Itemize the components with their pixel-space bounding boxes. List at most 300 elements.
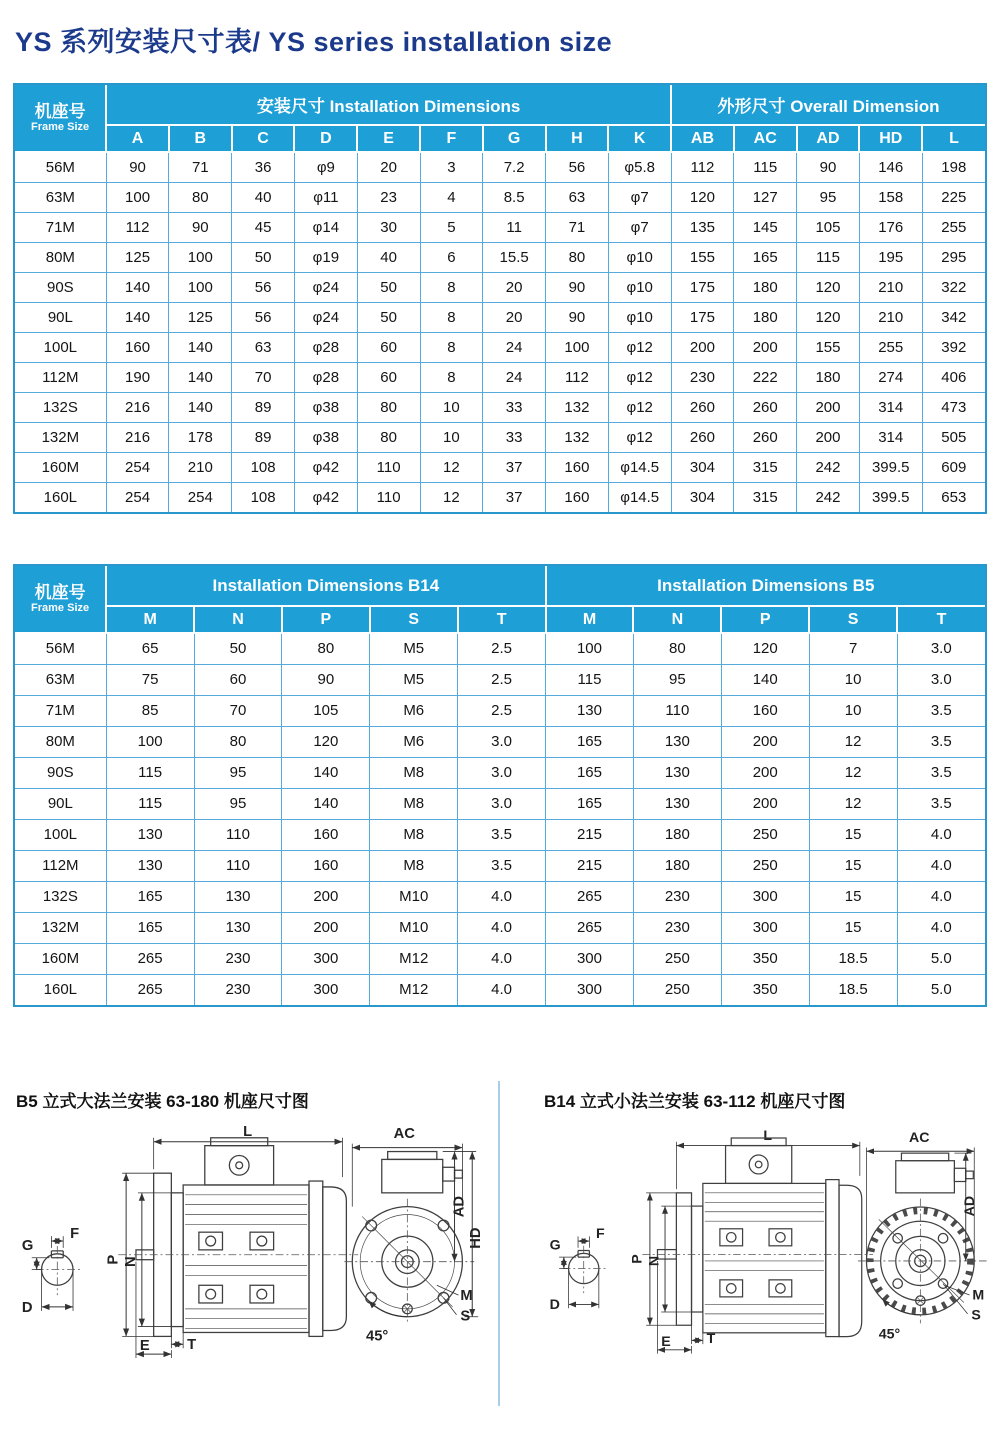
dim-label-AC: AC [393,1125,415,1142]
dimension-cell: 165 [734,242,797,272]
dimension-cell: 314 [859,422,922,452]
dimension-cell: 90 [797,152,860,182]
dimension-cell: 130 [194,881,282,912]
dimension-cell: 274 [859,362,922,392]
dimension-cell: 3.5 [458,819,546,850]
table-row [15,242,985,272]
col-header-b5-T: T [897,606,985,633]
dimension-cell: 10 [420,422,483,452]
col-header-b14-P: P [282,606,370,633]
dimension-cell: 2.5 [458,633,546,664]
dim-label-AD: AD [962,1195,979,1217]
dimension-cell: 4.0 [897,819,985,850]
frame-size-cell: 90L [15,302,106,332]
dimension-cell: 132 [546,392,609,422]
dimension-cell: 15 [809,912,897,943]
dimension-cell: 20 [483,302,546,332]
group-header-overall-dimension: 外形尺寸 Overall Dimension [671,85,985,125]
dimension-cell: φ12 [608,422,671,452]
dim-label-F: F [70,1226,80,1243]
col-header-AB: AB [671,125,734,152]
dimension-cell: φ24 [294,272,357,302]
col-header-b5-N: N [633,606,721,633]
dimension-cell: 20 [357,152,420,182]
frame-size-cell: 71M [15,212,106,242]
table-1-body [15,152,985,512]
dimension-cell: M8 [370,757,458,788]
table-row [15,819,985,850]
dimension-cell: 130 [106,850,194,881]
dimension-cell: 200 [797,392,860,422]
dimension-cell: 40 [232,182,295,212]
dimension-cell: 300 [721,912,809,943]
col-header-D: D [294,125,357,152]
dimension-cell: 5.0 [897,943,985,974]
dimension-cell: 90 [169,212,232,242]
dimension-cell: 322 [922,272,985,302]
dimension-cell: 10 [420,392,483,422]
dimension-cell: 63 [546,182,609,212]
dimension-cell: 90 [282,664,370,695]
dimension-cell: 255 [859,332,922,362]
dim-label-P: P [629,1254,646,1264]
page-title: YS 系列安装尺寸表/ YS series installation size [15,27,613,57]
dimension-cell: 120 [671,182,734,212]
dimension-cell: 399.5 [859,452,922,482]
dimension-cell: M10 [370,881,458,912]
dimension-cell: 160 [721,695,809,726]
dimension-cell: φ19 [294,242,357,272]
col-header-HD: HD [859,125,922,152]
col-header-F: F [420,125,483,152]
frame-size-cell: 160M [15,943,106,974]
dimension-cell: 304 [671,482,734,512]
dimension-cell: 140 [106,302,169,332]
dimension-cell: 140 [169,332,232,362]
dim-label-HD: HD [468,1227,485,1249]
frame-size-header [15,566,106,633]
dimension-cell: 33 [483,392,546,422]
dimension-cell: φ42 [294,452,357,482]
dimension-cell: φ14.5 [608,482,671,512]
dimension-cell: φ10 [608,242,671,272]
dim-label-45: 45° [366,1328,389,1345]
dimension-cell: 315 [734,482,797,512]
dimension-cell: 110 [194,819,282,850]
dimension-cell: 108 [232,452,295,482]
dimension-cell: 11 [483,212,546,242]
dimension-cell: 56 [232,302,295,332]
dimension-cell: 40 [357,242,420,272]
motor-side-view [105,1124,358,1358]
table-row [15,664,985,695]
col-header-b14-T: T [458,606,546,633]
dim-label-M: M [972,1287,985,1304]
dimension-cell: 20 [483,272,546,302]
dimension-cell: M8 [370,819,458,850]
frame-size-cell: 132M [15,422,106,452]
dimension-cell: 230 [194,974,282,1005]
dimension-cell: 180 [633,819,721,850]
dimension-cell: 180 [734,272,797,302]
dimension-cell: 70 [194,695,282,726]
table-row [15,788,985,819]
dimension-cell: 4.0 [897,881,985,912]
frame-size-cell: 56M [15,152,106,182]
dimension-cell: 8 [420,332,483,362]
diagram-section [0,1081,1000,1406]
dimension-cell: 89 [232,392,295,422]
catalog-page [0,20,1000,1433]
dimension-cell: 130 [633,757,721,788]
dimension-cell: 85 [106,695,194,726]
dim-label-G: G [549,1237,561,1254]
dimension-cell: 8 [420,272,483,302]
table-row [15,422,985,452]
dimension-cell: 80 [282,633,370,664]
dimension-cell: 180 [797,362,860,392]
dimension-cell: φ38 [294,422,357,452]
dimension-cell: 295 [922,242,985,272]
frame-size-cell: 80M [15,242,106,272]
dimension-cell: 165 [106,912,194,943]
b14-diagram-svg [544,1122,996,1363]
frame-size-cell: 63M [15,664,106,695]
dimension-cell: 175 [671,272,734,302]
table-row [15,392,985,422]
flange-front-view [858,1130,987,1343]
dimension-cell: 95 [194,757,282,788]
dimension-cell: φ14 [294,212,357,242]
dimension-cell: 250 [721,819,809,850]
dimension-cell: 70 [232,362,295,392]
dimension-cell: 609 [922,452,985,482]
dimension-cell: φ9 [294,152,357,182]
dimension-cell: 15 [809,819,897,850]
dimension-cell: 12 [420,452,483,482]
dimension-cell: 140 [169,392,232,422]
dimension-cell: 8 [420,362,483,392]
dimension-cell: 165 [546,788,634,819]
dimension-cell: M8 [370,788,458,819]
dimension-cell: 4 [420,182,483,212]
dimension-cell: 225 [922,182,985,212]
dim-label-E: E [661,1334,671,1351]
dimension-cell: 112 [671,152,734,182]
dimension-cell: φ28 [294,362,357,392]
dimension-cell: 6 [420,242,483,272]
dimension-cell: φ38 [294,392,357,422]
dimension-cell: 4.0 [458,974,546,1005]
col-header-B: B [169,125,232,152]
dimension-cell: 18.5 [809,943,897,974]
table-row [15,974,985,1005]
dimension-cell: 120 [721,633,809,664]
dimension-cell: 120 [797,302,860,332]
dimension-cell: 130 [194,912,282,943]
dimension-cell: 200 [282,912,370,943]
dimension-cell: 12 [809,757,897,788]
b14-diagram-panel [500,1081,1000,1406]
dimension-cell: 80 [357,392,420,422]
dimension-cell: 158 [859,182,922,212]
dimension-cell: 80 [194,726,282,757]
dimension-cell: 406 [922,362,985,392]
dimension-cell: φ24 [294,302,357,332]
dimension-cell: 473 [922,392,985,422]
dimension-cell: 260 [734,422,797,452]
table-row [15,302,985,332]
dimension-cell: 200 [721,726,809,757]
dimension-cell: 155 [797,332,860,362]
table-1 [15,85,985,512]
frame-size-cell: 160L [15,482,106,512]
dimension-cell: 222 [734,362,797,392]
table-row [15,212,985,242]
dim-label-S: S [460,1308,471,1325]
dimension-cell: 210 [859,272,922,302]
table-row [15,272,985,302]
dim-label-N: N [122,1256,139,1268]
frame-size-cell: 90L [15,788,106,819]
table-row [15,943,985,974]
dimension-cell: φ14.5 [608,452,671,482]
dimension-cell: 110 [357,482,420,512]
dimension-cell: 180 [734,302,797,332]
dimension-cell: 216 [106,392,169,422]
dim-label-E: E [139,1338,150,1355]
dim-label-M: M [460,1288,473,1305]
motor-side-view [629,1128,873,1354]
dimension-cell: M8 [370,850,458,881]
dimension-cell: 95 [194,788,282,819]
dimension-cell: 12 [420,482,483,512]
dimension-cell: 3.0 [897,633,985,664]
dimension-cell: 127 [734,182,797,212]
dimension-cell: 265 [546,881,634,912]
dimension-cell: 115 [546,664,634,695]
dimension-cell: 304 [671,452,734,482]
dim-label-G: G [21,1237,34,1254]
dimension-cell: 176 [859,212,922,242]
flange-front-view [344,1126,484,1345]
dimension-cell: 3 [420,152,483,182]
dim-label-T: T [187,1337,197,1354]
dimension-cell: 105 [282,695,370,726]
dimension-cell: φ7 [608,212,671,242]
dimension-cell: 242 [797,482,860,512]
dimension-cell: 250 [633,974,721,1005]
dimension-cell: 50 [194,633,282,664]
dimension-cell: 265 [546,912,634,943]
dimension-cell: 130 [546,695,634,726]
dimension-cell: 80 [169,182,232,212]
group-header-b14: Installation Dimensions B14 [106,566,545,606]
table-row [15,362,985,392]
dimension-cell: 45 [232,212,295,242]
group-header-b5: Installation Dimensions B5 [546,566,985,606]
dimension-cell: 100 [169,242,232,272]
dimension-cell: 63 [232,332,295,362]
dimension-cell: 4.0 [897,912,985,943]
frame-size-cell: 132S [15,392,106,422]
dimension-cell: 2.5 [458,664,546,695]
dimension-cell: 190 [106,362,169,392]
dimension-cell: 50 [357,272,420,302]
frame-size-cell: 160L [15,974,106,1005]
dimension-cell: 8 [420,302,483,332]
dimension-cell: 115 [106,757,194,788]
dimension-cell: 230 [194,943,282,974]
dimension-cell: 250 [721,850,809,881]
dim-label-D: D [21,1299,33,1316]
dimension-cell: 60 [357,362,420,392]
dimension-cell: 115 [797,242,860,272]
col-header-AC: AC [734,125,797,152]
col-header-C: C [232,125,295,152]
dimension-cell: 3.5 [897,695,985,726]
frame-size-cell: 90S [15,757,106,788]
dimension-cell: 50 [232,242,295,272]
b5-diagram-svg [16,1122,486,1363]
dimension-cell: M5 [370,664,458,695]
table-row [15,850,985,881]
frame-size-header-cn: 机座号 [34,582,86,602]
col-header-A: A [106,125,169,152]
dimension-cell: φ5.8 [608,152,671,182]
col-header-G: G [483,125,546,152]
dimension-cell: 7 [809,633,897,664]
frame-size-cell: 56M [15,633,106,664]
col-header-b14-M: M [106,606,194,633]
col-header-L: L [922,125,985,152]
dimension-cell: 95 [633,664,721,695]
dimension-cell: 216 [106,422,169,452]
dimension-cell: 15 [809,850,897,881]
dim-label-AD: AD [451,1195,468,1218]
dim-label-D: D [549,1297,560,1314]
b14-caption: B14 立式小法兰安装 63-112 机座尺寸图 [544,1092,846,1111]
table-row [15,726,985,757]
dimension-cell: 145 [734,212,797,242]
col-header-K: K [608,125,671,152]
dimension-cell: φ12 [608,362,671,392]
dimension-cell: 175 [671,302,734,332]
dimension-cell: 3.0 [458,788,546,819]
dimension-cell: 3.5 [458,850,546,881]
dimension-cell: 120 [282,726,370,757]
dimension-cell: 4.0 [458,881,546,912]
dimension-cell: 215 [546,819,634,850]
dimension-cell: 230 [633,881,721,912]
dimension-cell: 160 [282,850,370,881]
dimension-cell: 4.0 [897,850,985,881]
col-header-b5-S: S [809,606,897,633]
dimension-cell: 140 [106,272,169,302]
dimension-cell: 30 [357,212,420,242]
dimension-cell: 300 [546,974,634,1005]
dimension-cell: 200 [671,332,734,362]
dimension-cell: 230 [633,912,721,943]
dimension-cell: 95 [797,182,860,212]
dimension-cell: 15 [809,881,897,912]
dimension-cell: 100 [106,182,169,212]
dimension-cell: 350 [721,943,809,974]
dimension-cell: 200 [797,422,860,452]
dimension-cell: 3.5 [897,726,985,757]
dimension-cell: 300 [721,881,809,912]
dimension-cell: 33 [483,422,546,452]
dimension-cell: 65 [106,633,194,664]
dimension-cell: 140 [282,788,370,819]
dimension-cell: 75 [106,664,194,695]
shaft-detail [550,1226,607,1313]
dimension-cell: 4.0 [458,912,546,943]
dimension-cell: 254 [169,482,232,512]
table-row [15,452,985,482]
dimension-cell: 10 [809,695,897,726]
dimension-cell: 178 [169,422,232,452]
dimension-cell: 2.5 [458,695,546,726]
col-header-b5-M: M [546,606,634,633]
dimension-cell: 100 [169,272,232,302]
dimension-cell: 260 [734,392,797,422]
dimension-cell: 125 [169,302,232,332]
frame-size-header-en: Frame Size [31,121,90,134]
dimension-cell: 254 [106,482,169,512]
dim-label-L: L [243,1123,253,1140]
frame-size-cell: 71M [15,695,106,726]
dimension-cell: 300 [546,943,634,974]
dimension-cell: 125 [106,242,169,272]
dimension-cell: 135 [671,212,734,242]
dim-label-S: S [971,1307,981,1324]
dimension-cell: 242 [797,452,860,482]
dimension-cell: 215 [546,850,634,881]
dimension-cell: 505 [922,422,985,452]
dimension-cell: 265 [106,974,194,1005]
frame-size-cell: 63M [15,182,106,212]
dimension-cell: 15.5 [483,242,546,272]
dimension-cell: 392 [922,332,985,362]
dimension-cell: M5 [370,633,458,664]
dimension-cell: 110 [633,695,721,726]
dimension-cell: M12 [370,943,458,974]
table-row [15,757,985,788]
dimension-cell: 7.2 [483,152,546,182]
dim-label-P: P [105,1254,122,1265]
dimension-cell: 100 [106,726,194,757]
dimension-cell: 255 [922,212,985,242]
table-row [15,482,985,512]
dimension-cell: 160 [546,452,609,482]
dimension-cell: 56 [546,152,609,182]
dimension-cell: 165 [546,726,634,757]
col-header-E: E [357,125,420,152]
dimension-cell: 300 [282,943,370,974]
frame-size-cell: 90S [15,272,106,302]
dimension-cell: 80 [633,633,721,664]
dimension-cell: 315 [734,452,797,482]
dimension-cell: 342 [922,302,985,332]
dimension-cell: M6 [370,726,458,757]
table-row [15,695,985,726]
dimension-cell: 112 [546,362,609,392]
dimension-cell: 37 [483,482,546,512]
dimension-cell: 100 [546,332,609,362]
frame-size-header-en: Frame Size [31,602,90,615]
dimension-cell: 200 [734,332,797,362]
